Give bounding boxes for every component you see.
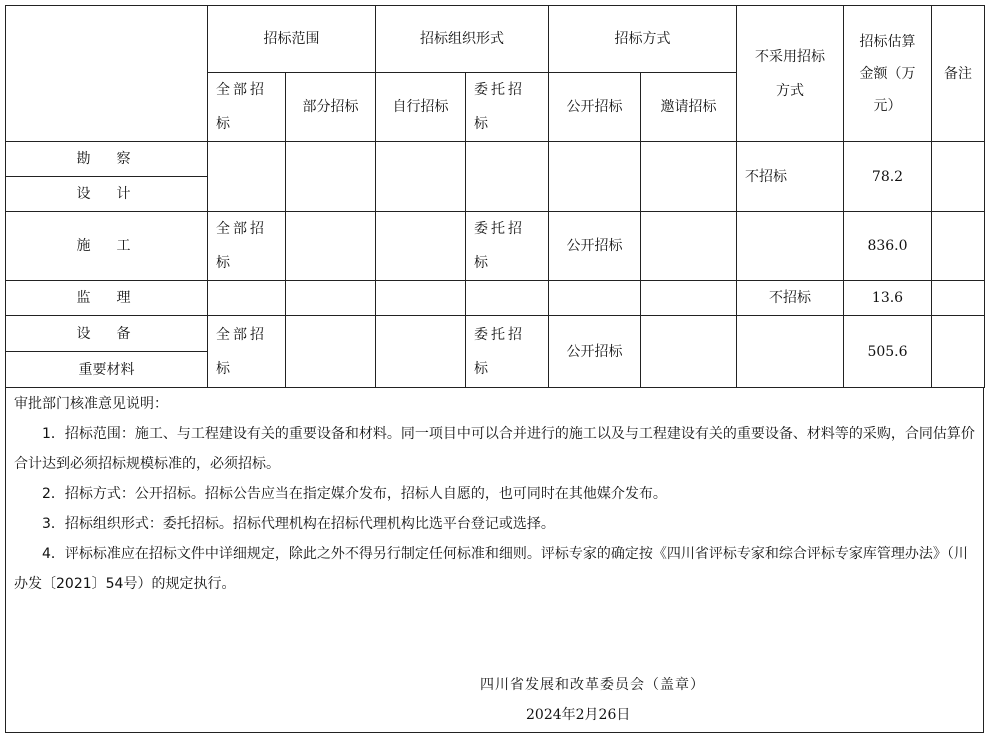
cell — [208, 142, 286, 212]
cell — [286, 316, 376, 388]
supervision-no-bid: 不招标 — [737, 281, 844, 316]
construction-amount: 836.0 — [844, 212, 932, 281]
cell — [286, 142, 376, 212]
header-org-entrust: 委托招标 — [466, 73, 549, 142]
row-label-supervision: 监 理 — [6, 281, 208, 316]
cell — [641, 316, 737, 388]
note-item-2: 2．招标方式：公开招标。招标公告应当在指定媒介发布，招标人自愿的，也可同时在其他媒介发布。 — [42, 486, 667, 502]
cell — [208, 281, 286, 316]
header-method-invite: 邀请招标 — [641, 73, 737, 142]
cell — [932, 281, 985, 316]
cell — [466, 281, 549, 316]
cell — [549, 142, 641, 212]
header-remark: 备注 — [932, 6, 985, 142]
notes-heading: 审批部门核准意见说明： — [14, 396, 168, 412]
signature: 四川省发展和改革委员会（盖章） — [480, 677, 705, 693]
cell — [932, 142, 985, 212]
equipment-org: 委托招标 — [466, 316, 549, 388]
construction-method: 公开招标 — [549, 212, 641, 281]
cell — [376, 212, 466, 281]
header-org-self: 自行招标 — [376, 73, 466, 142]
construction-scope: 全部招标 — [208, 212, 286, 281]
approval-notes — [5, 388, 984, 733]
note-item-4: 4．评标标准应在招标文件中详细规定，除此之外不得另行制定任何标准和细则。评标专家的确定按《四川省评标专家和综合评标专家库管理办法》（川办发〔2021〕54号）的规定执行。 — [14, 546, 968, 592]
bidding-table — [5, 5, 985, 388]
cell — [549, 281, 641, 316]
equipment-method: 公开招标 — [549, 316, 641, 388]
cell — [737, 316, 844, 388]
cell — [641, 281, 737, 316]
cell — [286, 281, 376, 316]
cell — [932, 316, 985, 388]
header-scope-part: 部分招标 — [286, 73, 376, 142]
header-no-bid-method: 不采用招标方式 — [737, 6, 844, 142]
header-scope: 招标范围 — [208, 6, 376, 73]
row-label-materials: 重要材料 — [6, 352, 208, 388]
row-label-survey: 勘 察 — [6, 142, 208, 177]
equipment-scope: 全部招标 — [208, 316, 286, 388]
survey-design-no-bid: 不招标 — [737, 142, 844, 212]
cell — [376, 316, 466, 388]
cell — [737, 212, 844, 281]
header-org-form: 招标组织形式 — [376, 6, 549, 73]
row-label-design: 设 计 — [6, 177, 208, 212]
corner-cell — [6, 6, 208, 142]
note-item-3: 3．招标组织形式：委托招标。招标代理机构在招标代理机构比选平台登记或选择。 — [42, 516, 555, 532]
cell — [286, 212, 376, 281]
header-estimate: 招标估算金额（万元） — [844, 6, 932, 142]
construction-org: 委托招标 — [466, 212, 549, 281]
header-scope-all: 全部招标 — [208, 73, 286, 142]
cell — [932, 212, 985, 281]
note-item-1: 1．招标范围：施工、与工程建设有关的重要设备和材料。同一项目中可以合并进行的施工以及与工程建设有关的重要设备、材料等的采购，合同估算价合计达到必须招标规模标准的，必须招标。 — [14, 426, 975, 472]
cell — [376, 281, 466, 316]
row-label-construction: 施 工 — [6, 212, 208, 281]
survey-design-amount: 78.2 — [844, 142, 932, 212]
header-method-open: 公开招标 — [549, 73, 641, 142]
equipment-amount: 505.6 — [844, 316, 932, 388]
approval-date: 2024年2月26日 — [526, 707, 631, 723]
row-label-equipment: 设 备 — [6, 316, 208, 352]
cell — [641, 142, 737, 212]
cell — [466, 142, 549, 212]
supervision-amount: 13.6 — [844, 281, 932, 316]
header-method: 招标方式 — [549, 6, 737, 73]
cell — [376, 142, 466, 212]
cell — [641, 212, 737, 281]
